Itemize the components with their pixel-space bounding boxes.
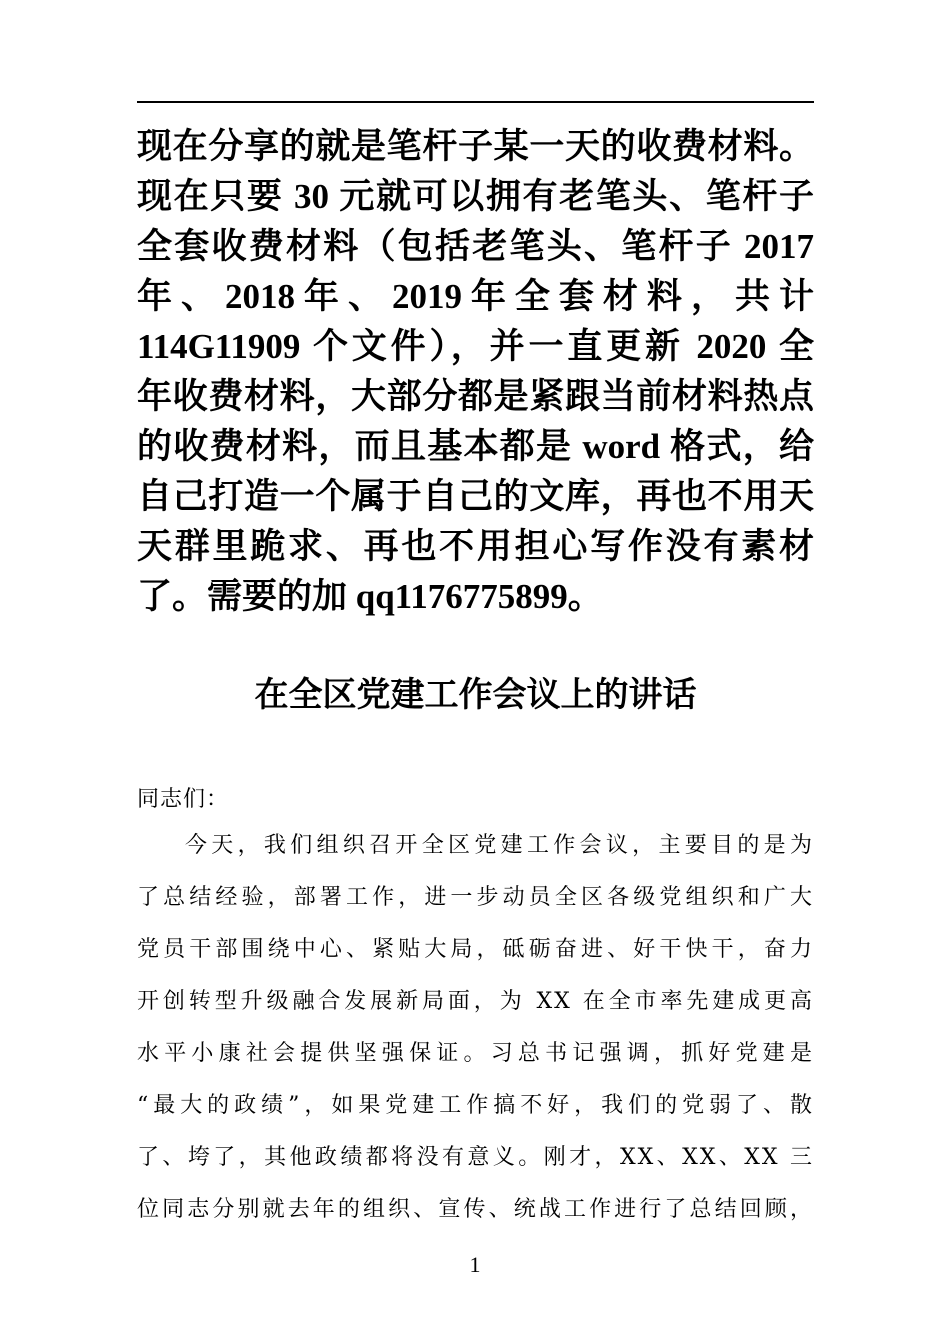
- promo-line: 全套收费材料（包括老笔头、笔杆子 2017: [137, 227, 814, 266]
- body-line: 今天，我们组织召开全区党建工作会议，主要目的是为: [185, 833, 814, 858]
- promo-line: 年收费材料，大部分都是紧跟当前材料热点: [137, 377, 814, 416]
- promo-line: 年 、 2018 年 、 2019 年 全 套 材 料 ， 共 计: [137, 277, 814, 316]
- promo-line: 了。需要的加 qq1176775899。: [137, 577, 603, 616]
- promo-line: 的收费材料，而且基本都是 word 格式，给: [137, 427, 814, 466]
- promo-line: 自己打造一个属于自己的文库，再也不用天: [137, 477, 814, 516]
- body-line: 位同志分别就去年的组织、宣传、统战工作进行了总结回顾，: [137, 1197, 814, 1222]
- body-paragraph: [137, 826, 814, 1242]
- promo-line: 114G11909 个文件），并一直更新 2020 全: [137, 327, 814, 366]
- body-line: 党员干部围绕中心、紧贴大局，砥砺奋进、好干快干，奋力: [137, 937, 814, 962]
- promo-line: 现在只要 30 元就可以拥有老笔头、笔杆子: [137, 177, 814, 216]
- salutation: 同志们：: [137, 787, 230, 812]
- document-title: 在全区党建工作会议上的讲话: [254, 677, 697, 714]
- promo-paragraph: [137, 122, 814, 622]
- body-line: 水平小康社会提供坚强保证。习总书记强调，抓好党建是: [137, 1041, 814, 1066]
- promo-line: 天群里跪求、再也不用担心写作没有素材: [137, 527, 814, 566]
- page-number: 1: [469, 1252, 481, 1277]
- body-line: 开创转型升级融合发展新局面，为 XX 在全市率先建成更高: [137, 989, 814, 1014]
- body-line: “最大的政绩”，如果党建工作搞不好，我们的党弱了、散: [137, 1093, 814, 1118]
- body-line: 了、垮了，其他政绩都将没有意义。刚才，XX、XX、XX 三: [137, 1145, 814, 1170]
- promo-line: 现在分享的就是笔杆子某一天的收费材料。: [137, 127, 814, 166]
- header-rule: [137, 101, 814, 103]
- body-line: 了总结经验，部署工作，进一步动员全区各级党组织和广大: [137, 885, 814, 910]
